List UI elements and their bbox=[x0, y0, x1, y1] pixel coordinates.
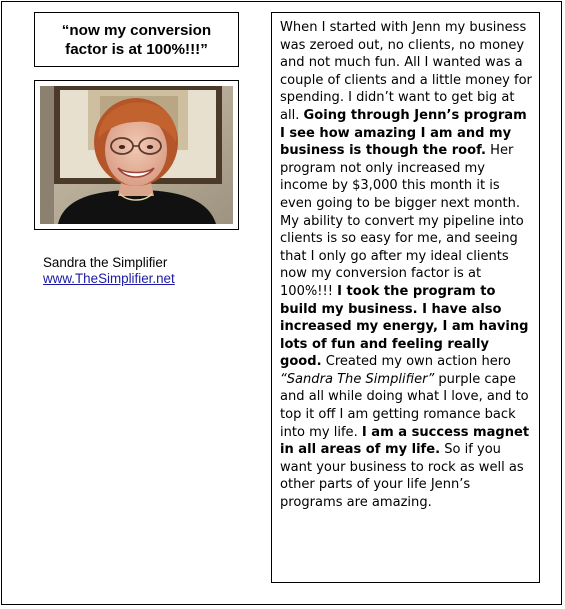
caption-name: Sandra the Simplifier bbox=[43, 255, 168, 270]
pull-quote-line-1: “now my conversion bbox=[61, 21, 212, 39]
testimonial-italic-segment: “Sandra The Simplifier” bbox=[280, 371, 435, 387]
testimonial-bold-segment: I am a success magnet in all areas of my life. bbox=[280, 424, 530, 458]
testimonial-segment: Created my own action hero bbox=[321, 354, 511, 370]
testimonial-segment: purple cape and all while doing what I love, and to top it off I am getting romance back into my life. bbox=[280, 371, 529, 440]
pull-quote-line-2: factor is at 100%!!!” bbox=[65, 40, 208, 58]
testimonial-bold-segment: I took the program to build my business. I have also increased my energy, I am having lots of fun and feeling really good. bbox=[280, 283, 529, 370]
testimonial-box bbox=[271, 12, 540, 583]
portrait-photo-image bbox=[40, 86, 233, 224]
portrait-photo bbox=[34, 80, 239, 230]
photo-caption bbox=[43, 255, 175, 287]
website-link[interactable]: www.TheSimplifier.net bbox=[43, 271, 175, 286]
testimonial-segment: When I started with Jenn my business was zeroed out, no clients, no money and not much fun. All I wanted was a couple of clients and a little money for spending. I didn’t want to get big at all. bbox=[280, 20, 532, 123]
pull-quote bbox=[34, 12, 239, 67]
testimonial-text bbox=[280, 19, 533, 512]
testimonial-segment: Her program not only increased my income by $3,000 this month it is even going to be bigger next month. My ability to convert my pipeline into clients is so easy for me, and seeing that I only go after my ideal clients now my conversion factor is at 100%!!! bbox=[280, 143, 524, 299]
testimonial-segment: So if you want your business to rock as well as other parts of your life Jenn’s programs are amazing. bbox=[280, 442, 524, 511]
testimonial-bold-segment: Going through Jenn’s program I see how amazing I am and my business is though the roof. bbox=[280, 107, 527, 159]
